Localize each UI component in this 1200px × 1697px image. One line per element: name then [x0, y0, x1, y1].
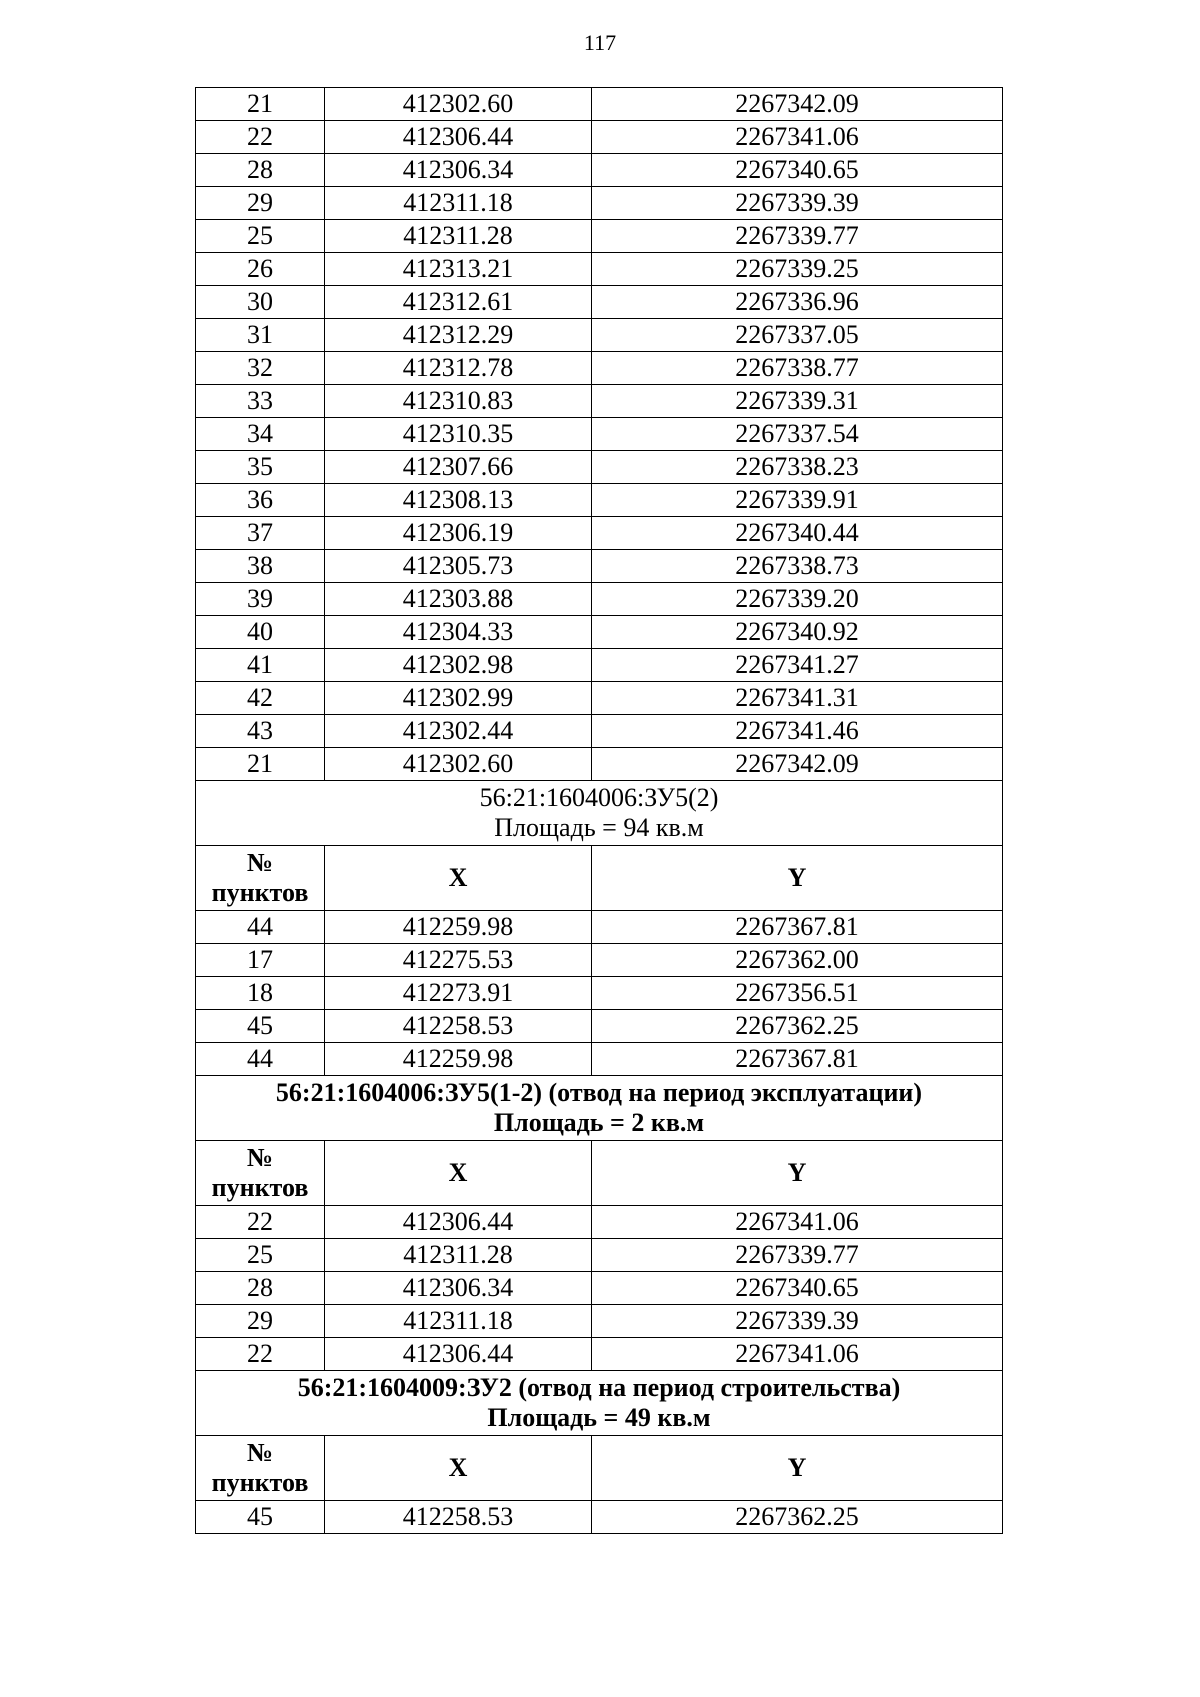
y-coordinate-cell: 2267339.39 — [592, 187, 1003, 220]
x-coordinate-cell: 412302.60 — [325, 748, 592, 781]
table-row — [196, 286, 1003, 319]
point-number-cell: 17 — [196, 944, 325, 977]
point-number-cell: 45 — [196, 1501, 325, 1534]
y-coordinate-cell: 2267339.91 — [592, 484, 1003, 517]
table-row — [196, 418, 1003, 451]
y-coordinate-cell: 2267340.44 — [592, 517, 1003, 550]
x-coordinate-cell: 412306.44 — [325, 1206, 592, 1239]
point-number-cell: 22 — [196, 1338, 325, 1371]
y-coordinate-cell: 2267342.09 — [592, 748, 1003, 781]
y-coordinate-cell: 2267340.65 — [592, 154, 1003, 187]
page-number: 117 — [583, 30, 617, 55]
x-coordinate-cell: 412302.60 — [325, 88, 592, 121]
column-header-y: Y — [592, 846, 1003, 911]
table-row — [196, 319, 1003, 352]
table-row — [196, 220, 1003, 253]
point-number-cell: 28 — [196, 1272, 325, 1305]
coordinates-table — [195, 87, 1003, 1534]
table-row — [196, 1272, 1003, 1305]
y-coordinate-cell: 2267338.77 — [592, 352, 1003, 385]
y-coordinate-cell: 2267342.09 — [592, 88, 1003, 121]
x-coordinate-cell: 412303.88 — [325, 583, 592, 616]
column-header-point-number — [196, 1436, 325, 1501]
column-header-row — [196, 1141, 1003, 1206]
point-number-cell: 37 — [196, 517, 325, 550]
x-coordinate-cell: 412304.33 — [325, 616, 592, 649]
table-row — [196, 121, 1003, 154]
point-number-cell: 29 — [196, 187, 325, 220]
x-coordinate-cell: 412306.34 — [325, 1272, 592, 1305]
table-row — [196, 649, 1003, 682]
table-row — [196, 1043, 1003, 1076]
point-number-cell: 42 — [196, 682, 325, 715]
point-number-cell: 22 — [196, 121, 325, 154]
point-number-cell: 18 — [196, 977, 325, 1010]
parcel-area: Площадь = 94 кв.м — [494, 813, 704, 842]
column-header-row — [196, 846, 1003, 911]
parcel-cadastral-number: 56:21:1604009:ЗУ2 (отвод на период строительства) — [297, 1373, 901, 1402]
column-header-y: Y — [592, 1141, 1003, 1206]
y-coordinate-cell: 2267338.73 — [592, 550, 1003, 583]
section-header-row — [196, 781, 1003, 846]
y-coordinate-cell: 2267341.06 — [592, 121, 1003, 154]
y-coordinate-cell: 2267356.51 — [592, 977, 1003, 1010]
point-number-cell: 38 — [196, 550, 325, 583]
y-coordinate-cell: 2267367.81 — [592, 911, 1003, 944]
y-coordinate-cell: 2267362.25 — [592, 1501, 1003, 1534]
table-row — [196, 88, 1003, 121]
y-coordinate-cell: 2267339.77 — [592, 220, 1003, 253]
x-coordinate-cell: 412312.78 — [325, 352, 592, 385]
y-coordinate-cell: 2267339.20 — [592, 583, 1003, 616]
x-coordinate-cell: 412313.21 — [325, 253, 592, 286]
point-number-cell: 44 — [196, 911, 325, 944]
column-header-text: пунктов — [211, 1468, 309, 1497]
point-number-cell: 40 — [196, 616, 325, 649]
point-number-cell: 30 — [196, 286, 325, 319]
table-row — [196, 352, 1003, 385]
x-coordinate-cell: 412273.91 — [325, 977, 592, 1010]
point-number-cell: 28 — [196, 154, 325, 187]
section-header-row — [196, 1371, 1003, 1436]
table-row — [196, 616, 1003, 649]
y-coordinate-cell: 2267339.39 — [592, 1305, 1003, 1338]
table-row — [196, 748, 1003, 781]
parcel-cadastral-number: 56:21:1604006:ЗУ5(1-2) (отвод на период эксплуатации) — [275, 1078, 923, 1107]
parcel-area: Площадь = 2 кв.м — [493, 1108, 705, 1137]
x-coordinate-cell: 412306.44 — [325, 121, 592, 154]
x-coordinate-cell: 412311.18 — [325, 187, 592, 220]
point-number-cell: 32 — [196, 352, 325, 385]
table-row — [196, 1010, 1003, 1043]
column-header-x: X — [325, 1141, 592, 1206]
table-row — [196, 187, 1003, 220]
table-row — [196, 451, 1003, 484]
column-header-text: № — [246, 1143, 274, 1172]
x-coordinate-cell: 412312.29 — [325, 319, 592, 352]
x-coordinate-cell: 412307.66 — [325, 451, 592, 484]
x-coordinate-cell: 412258.53 — [325, 1501, 592, 1534]
y-coordinate-cell: 2267337.54 — [592, 418, 1003, 451]
x-coordinate-cell: 412302.99 — [325, 682, 592, 715]
y-coordinate-cell: 2267338.23 — [592, 451, 1003, 484]
y-coordinate-cell: 2267341.06 — [592, 1206, 1003, 1239]
y-coordinate-cell: 2267339.25 — [592, 253, 1003, 286]
x-coordinate-cell: 412275.53 — [325, 944, 592, 977]
x-coordinate-cell: 412302.44 — [325, 715, 592, 748]
y-coordinate-cell: 2267341.06 — [592, 1338, 1003, 1371]
table-row — [196, 253, 1003, 286]
y-coordinate-cell: 2267339.77 — [592, 1239, 1003, 1272]
coordinates-table-body — [196, 88, 1003, 1534]
point-number-cell: 25 — [196, 220, 325, 253]
point-number-cell: 33 — [196, 385, 325, 418]
point-number-cell: 31 — [196, 319, 325, 352]
x-coordinate-cell: 412302.98 — [325, 649, 592, 682]
x-coordinate-cell: 412308.13 — [325, 484, 592, 517]
table-row — [196, 154, 1003, 187]
column-header-x: X — [325, 1436, 592, 1501]
x-coordinate-cell: 412311.18 — [325, 1305, 592, 1338]
x-coordinate-cell: 412310.35 — [325, 418, 592, 451]
point-number-cell: 39 — [196, 583, 325, 616]
y-coordinate-cell: 2267362.25 — [592, 1010, 1003, 1043]
y-coordinate-cell: 2267340.65 — [592, 1272, 1003, 1305]
section-header-cell — [196, 1076, 1003, 1141]
point-number-cell: 26 — [196, 253, 325, 286]
table-row — [196, 550, 1003, 583]
column-header-text: № — [246, 848, 274, 877]
column-header-point-number — [196, 846, 325, 911]
x-coordinate-cell: 412306.19 — [325, 517, 592, 550]
y-coordinate-cell: 2267367.81 — [592, 1043, 1003, 1076]
y-coordinate-cell: 2267336.96 — [592, 286, 1003, 319]
section-header-row — [196, 1076, 1003, 1141]
table-row — [196, 715, 1003, 748]
point-number-cell: 25 — [196, 1239, 325, 1272]
table-row — [196, 682, 1003, 715]
x-coordinate-cell: 412259.98 — [325, 1043, 592, 1076]
point-number-cell: 21 — [196, 748, 325, 781]
table-row — [196, 385, 1003, 418]
parcel-area: Площадь = 49 кв.м — [487, 1403, 711, 1432]
column-header-x: X — [325, 846, 592, 911]
point-number-cell: 41 — [196, 649, 325, 682]
point-number-cell: 21 — [196, 88, 325, 121]
point-number-cell: 36 — [196, 484, 325, 517]
y-coordinate-cell: 2267340.92 — [592, 616, 1003, 649]
x-coordinate-cell: 412306.44 — [325, 1338, 592, 1371]
y-coordinate-cell: 2267341.46 — [592, 715, 1003, 748]
column-header-text: № — [246, 1438, 274, 1467]
y-coordinate-cell: 2267341.31 — [592, 682, 1003, 715]
x-coordinate-cell: 412310.83 — [325, 385, 592, 418]
parcel-cadastral-number: 56:21:1604006:ЗУ5(2) — [479, 783, 719, 812]
table-row — [196, 1501, 1003, 1534]
point-number-cell: 35 — [196, 451, 325, 484]
y-coordinate-cell: 2267337.05 — [592, 319, 1003, 352]
point-number-cell: 43 — [196, 715, 325, 748]
point-number-cell: 22 — [196, 1206, 325, 1239]
table-row — [196, 583, 1003, 616]
column-header-text: пунктов — [211, 878, 309, 907]
x-coordinate-cell: 412258.53 — [325, 1010, 592, 1043]
table-row — [196, 517, 1003, 550]
table-row — [196, 1239, 1003, 1272]
point-number-cell: 44 — [196, 1043, 325, 1076]
y-coordinate-cell: 2267341.27 — [592, 649, 1003, 682]
column-header-row — [196, 1436, 1003, 1501]
table-row — [196, 484, 1003, 517]
table-row — [196, 1338, 1003, 1371]
section-header-cell — [196, 781, 1003, 846]
point-number-cell: 45 — [196, 1010, 325, 1043]
y-coordinate-cell: 2267339.31 — [592, 385, 1003, 418]
table-row — [196, 1305, 1003, 1338]
table-row — [196, 944, 1003, 977]
column-header-y: Y — [592, 1436, 1003, 1501]
point-number-cell: 34 — [196, 418, 325, 451]
column-header-point-number — [196, 1141, 325, 1206]
x-coordinate-cell: 412312.61 — [325, 286, 592, 319]
x-coordinate-cell: 412259.98 — [325, 911, 592, 944]
table-row — [196, 977, 1003, 1010]
column-header-text: пунктов — [211, 1173, 309, 1202]
table-row — [196, 911, 1003, 944]
x-coordinate-cell: 412306.34 — [325, 154, 592, 187]
table-row — [196, 1206, 1003, 1239]
x-coordinate-cell: 412311.28 — [325, 220, 592, 253]
x-coordinate-cell: 412305.73 — [325, 550, 592, 583]
section-header-cell — [196, 1371, 1003, 1436]
y-coordinate-cell: 2267362.00 — [592, 944, 1003, 977]
x-coordinate-cell: 412311.28 — [325, 1239, 592, 1272]
point-number-cell: 29 — [196, 1305, 325, 1338]
